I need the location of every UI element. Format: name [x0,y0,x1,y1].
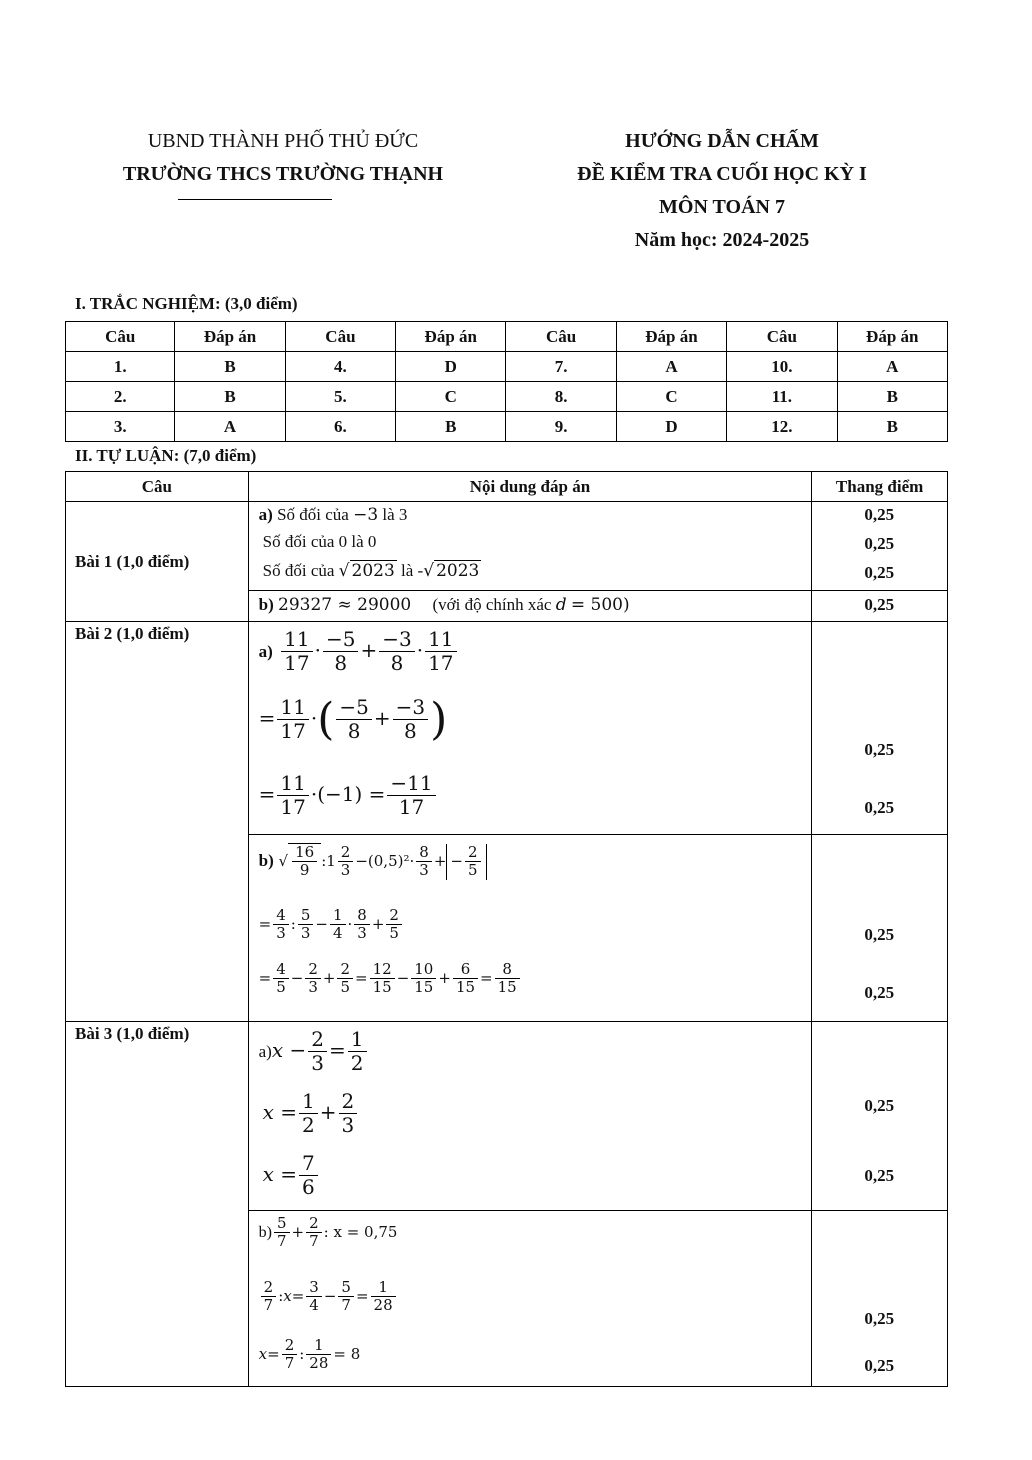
bai1-a-line3: Số đối của √ 2023 là -√ 2023 [262,561,480,581]
bai1-label: Bài 1 (1,0 điểm) [66,502,249,622]
table-row [66,352,948,382]
answer-cell: D [396,352,506,382]
table-row [66,622,948,835]
col-header-cau: Câu [66,472,249,502]
header-cell: Câu [285,322,395,352]
text: là - [401,561,424,580]
math-expression: = 500) [570,595,630,615]
header-cell: Đáp án [396,322,506,352]
school-year: Năm học: 2024-2025 [634,229,810,251]
part-label: a) [258,1042,272,1061]
score: 0,25 [864,505,895,524]
score: 0,25 [864,983,895,1002]
bai3-a-line1: a)x − $\frac{2}{3}$ = $\frac{1}{2}$ [259,1028,369,1075]
district-name: UBND THÀNH PHỐ THỦ ĐỨC [147,130,419,152]
answer-cell: B [175,352,285,382]
bai1-a-line2: Số đối của 0 là 0 [262,532,377,551]
score: 0,25 [864,1096,895,1115]
answer-cell: A [616,352,726,382]
question-number: 5. [285,382,395,412]
bai2-a-line1: a) $\frac{11}{17}$ · $\frac{-5}{8}$ + $\frac{-3}{8}$ · $\frac{11}{17}$ [259,628,459,675]
section2-title: II. TỰ LUẬN: (7,0 điểm) [75,446,257,465]
table-header-row [66,472,948,502]
document-header [520,125,924,257]
header-cell: Câu [506,322,616,352]
table-row [66,382,948,412]
header-cell: Đáp án [175,322,285,352]
bai1-b-line [259,595,630,615]
table-row [66,1022,948,1211]
doc-title: HƯỚNG DẪN CHẤM [625,130,819,152]
bai3-b-line3: x= $\frac{2}{7}$ : $\frac{1}{28}$ = 8 [258,1336,361,1373]
question-number: 12. [727,412,837,442]
col-header-content: Nội dung đáp án [248,472,812,502]
bai3-a-scores [812,1022,948,1211]
text: Số đối của [262,561,335,580]
bai2-a-line2: = $\frac{11}{17}$ ·( $\frac{-5}{8}$ + $\frac{-3}{8}$ ) [258,694,448,745]
question-number: 9. [506,412,616,442]
bai1-b-scores [812,591,948,622]
table-header-row [66,322,948,352]
table-row [66,502,948,591]
bai1-a-scores [812,502,948,591]
part-label: b) [258,1223,272,1241]
text: (với độ chính xác [432,595,552,614]
score: 0,25 [864,925,895,944]
header-divider [178,199,332,200]
question-number: 8. [506,382,616,412]
bai3-b-line2: $\frac{2}{7}$ :x= $\frac{3}{4}$ − $\frac{5}{7}$ = $\frac{1}{28}$ [259,1279,398,1315]
answer-cell: C [396,382,506,412]
answer-cell: D [616,412,726,442]
score: 0,25 [864,563,895,582]
math-expression: = 8 [333,1344,361,1363]
multiple-choice-table [65,321,948,442]
bai1-a-content [248,502,812,591]
bai3-b-scores [812,1211,948,1387]
bai3-b-content [248,1211,812,1387]
bai3-b-line1: b) $\frac{5}{7}$ + $\frac{2}{7}$ : x = 0,75 [258,1214,398,1251]
bai3-a-content [248,1022,812,1211]
bai1-a-line1 [259,505,408,525]
bai2-b-line1: b) √ $\frac{16}{9}$ :1 $\frac{2}{3}$ −(0,5)²· $\frac{8}{3}$ + − $\frac{2}{5}$ [259,843,487,880]
answer-cell: A [837,352,947,382]
question-number: 1. [66,352,175,382]
math-variable: d [555,595,567,615]
bai2-label: Bài 2 (1,0 điểm) [66,622,249,1022]
bai2-b-line3: = $\frac{4}{5}$ − $\frac{2}{3}$ + $\frac{2}{5}$ = $\frac{12}{15}$ − $\frac{10}{15}$ + $\frac{6}{15}$ = $\frac{8}{15}$ [259,961,522,997]
question-number: 11. [727,382,837,412]
header-cell: Câu [66,322,175,352]
math-expression: 29327 ≈ 29000 [278,595,412,615]
answer-cell: A [175,412,285,442]
section1-title: I. TRẮC NGHIỆM: (3,0 điểm) [75,294,298,313]
math-expression: : x = 0,75 [323,1222,398,1241]
bai2-a-scores [812,622,948,835]
answer-cell: B [175,382,285,412]
question-number: 7. [506,352,616,382]
answer-cell: B [837,412,947,442]
score: 0,25 [864,1166,895,1185]
bai2-a-line3: = $\frac{11}{17}$ ·(−1) = $\frac{-11}{17}$ [259,772,438,819]
text: là 3 [382,505,408,524]
answer-cell: C [616,382,726,412]
header-cell: Câu [727,322,837,352]
score: 0,25 [864,534,895,553]
question-number: 6. [285,412,395,442]
part-label: b) [258,850,274,870]
score: 0,25 [864,798,895,817]
question-number: 4. [285,352,395,382]
math-number: −3 [353,505,379,525]
bai2-a-content [248,622,812,835]
answer-cell: B [396,412,506,442]
question-number: 2. [66,382,175,412]
answer-cell: B [837,382,947,412]
part-label: a) [258,505,273,524]
bai3-a-line2: x = $\frac{1}{2}$ + $\frac{2}{3}$ [263,1090,360,1137]
score: 0,25 [864,1309,895,1328]
subject-title: MÔN TOÁN 7 [659,196,785,218]
text: Số đối của [277,505,349,524]
table-row [66,412,948,442]
school-header [60,125,506,191]
question-number: 3. [66,412,175,442]
score: 0,25 [864,595,895,614]
header-cell: Đáp án [837,322,947,352]
bai3-label: Bài 3 (1,0 điểm) [66,1022,249,1387]
part-label: a) [258,642,273,661]
radicand: 2023 [351,561,395,581]
bai1-b-content [248,591,812,622]
score: 0,25 [864,1356,895,1375]
header-cell: Đáp án [616,322,726,352]
bai2-b-scores [812,835,948,1022]
school-name: TRƯỜNG THCS TRƯỜNG THẠNH [122,163,444,185]
question-number: 10. [727,352,837,382]
bai3-a-line3: x = $\frac{7}{6}$ [263,1152,320,1199]
radicand: 2023 [436,561,480,581]
score: 0,25 [864,740,895,759]
essay-table [65,471,948,1387]
col-header-score: Thang điểm [812,472,948,502]
bai2-b-line2: = $\frac{4}{3}$ : $\frac{5}{3}$ − $\frac{1}{4}$ · $\frac{8}{3}$ + $\frac{2}{5}$ [259,907,404,943]
exam-title: ĐỀ KIỂM TRA CUỐI HỌC KỲ I [577,163,867,185]
bai2-b-content [248,835,812,1022]
part-label: b) [258,595,274,614]
